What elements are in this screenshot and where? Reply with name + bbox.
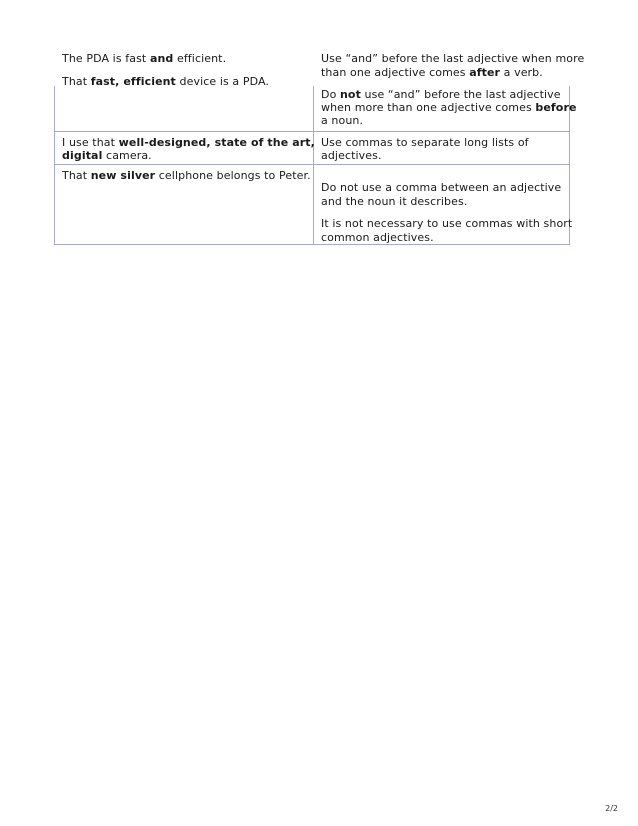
text-segment: cellphone belongs to Peter. bbox=[155, 169, 311, 182]
bold-text-segment: digital bbox=[62, 149, 103, 162]
text-segment: common adjectives. bbox=[321, 231, 434, 244]
table-row-divider-1 bbox=[54, 131, 570, 132]
bold-text-segment: not bbox=[340, 88, 361, 101]
bold-text-segment: well-designed, state of the art, bbox=[118, 136, 315, 149]
row1-left-line1 bbox=[62, 51, 226, 66]
row2-left-line2 bbox=[62, 148, 152, 163]
row1-left-line2 bbox=[62, 74, 269, 89]
table-left-border bbox=[54, 86, 55, 244]
text-segment: That bbox=[62, 169, 91, 182]
row3-right-line2 bbox=[321, 194, 467, 209]
page-number: 2/2 bbox=[605, 804, 618, 813]
text-segment: adjectives. bbox=[321, 149, 382, 162]
text-segment: a noun. bbox=[321, 114, 364, 127]
row3-right-line1 bbox=[321, 180, 561, 195]
text-segment: Use “and” before the last adjective when more bbox=[321, 52, 585, 65]
row1-right-line2 bbox=[321, 65, 543, 80]
text-segment: I use that bbox=[62, 136, 119, 149]
table-row-divider-2 bbox=[54, 164, 570, 165]
row3-left-line1 bbox=[62, 168, 311, 183]
text-segment: Do not use a comma between an adjective bbox=[321, 181, 562, 194]
text-segment: a verb. bbox=[500, 66, 543, 79]
text-segment: The PDA is fast bbox=[62, 52, 150, 65]
bold-text-segment: fast, efficient bbox=[90, 75, 176, 88]
text-segment: efficient. bbox=[173, 52, 227, 65]
bold-text-segment: and bbox=[149, 52, 174, 65]
text-segment: camera. bbox=[102, 149, 152, 162]
table-bottom-border bbox=[54, 244, 570, 245]
text-segment: and the noun it describes. bbox=[321, 195, 468, 208]
text-segment: It is not necessary to use commas with short bbox=[321, 217, 573, 230]
bold-text-segment: new silver bbox=[90, 169, 156, 182]
row2-right-line2 bbox=[321, 148, 382, 163]
row1-right-line5 bbox=[321, 113, 363, 128]
text-segment: when more than one adjective comes bbox=[321, 101, 536, 114]
row3-right-line3 bbox=[321, 216, 572, 231]
text-segment: use “and” before the last adjective bbox=[360, 88, 561, 101]
text-segment: Do bbox=[321, 88, 340, 101]
text-segment: device is a PDA. bbox=[175, 75, 270, 88]
text-segment: Use commas to separate long lists of bbox=[321, 136, 529, 149]
table-column-divider bbox=[313, 86, 314, 244]
row1-right-line1 bbox=[321, 51, 584, 66]
text-segment: That bbox=[62, 75, 91, 88]
bold-text-segment: before bbox=[535, 101, 577, 114]
row3-right-line4 bbox=[321, 230, 434, 245]
bold-text-segment: after bbox=[469, 66, 501, 79]
text-segment: than one adjective comes bbox=[321, 66, 470, 79]
